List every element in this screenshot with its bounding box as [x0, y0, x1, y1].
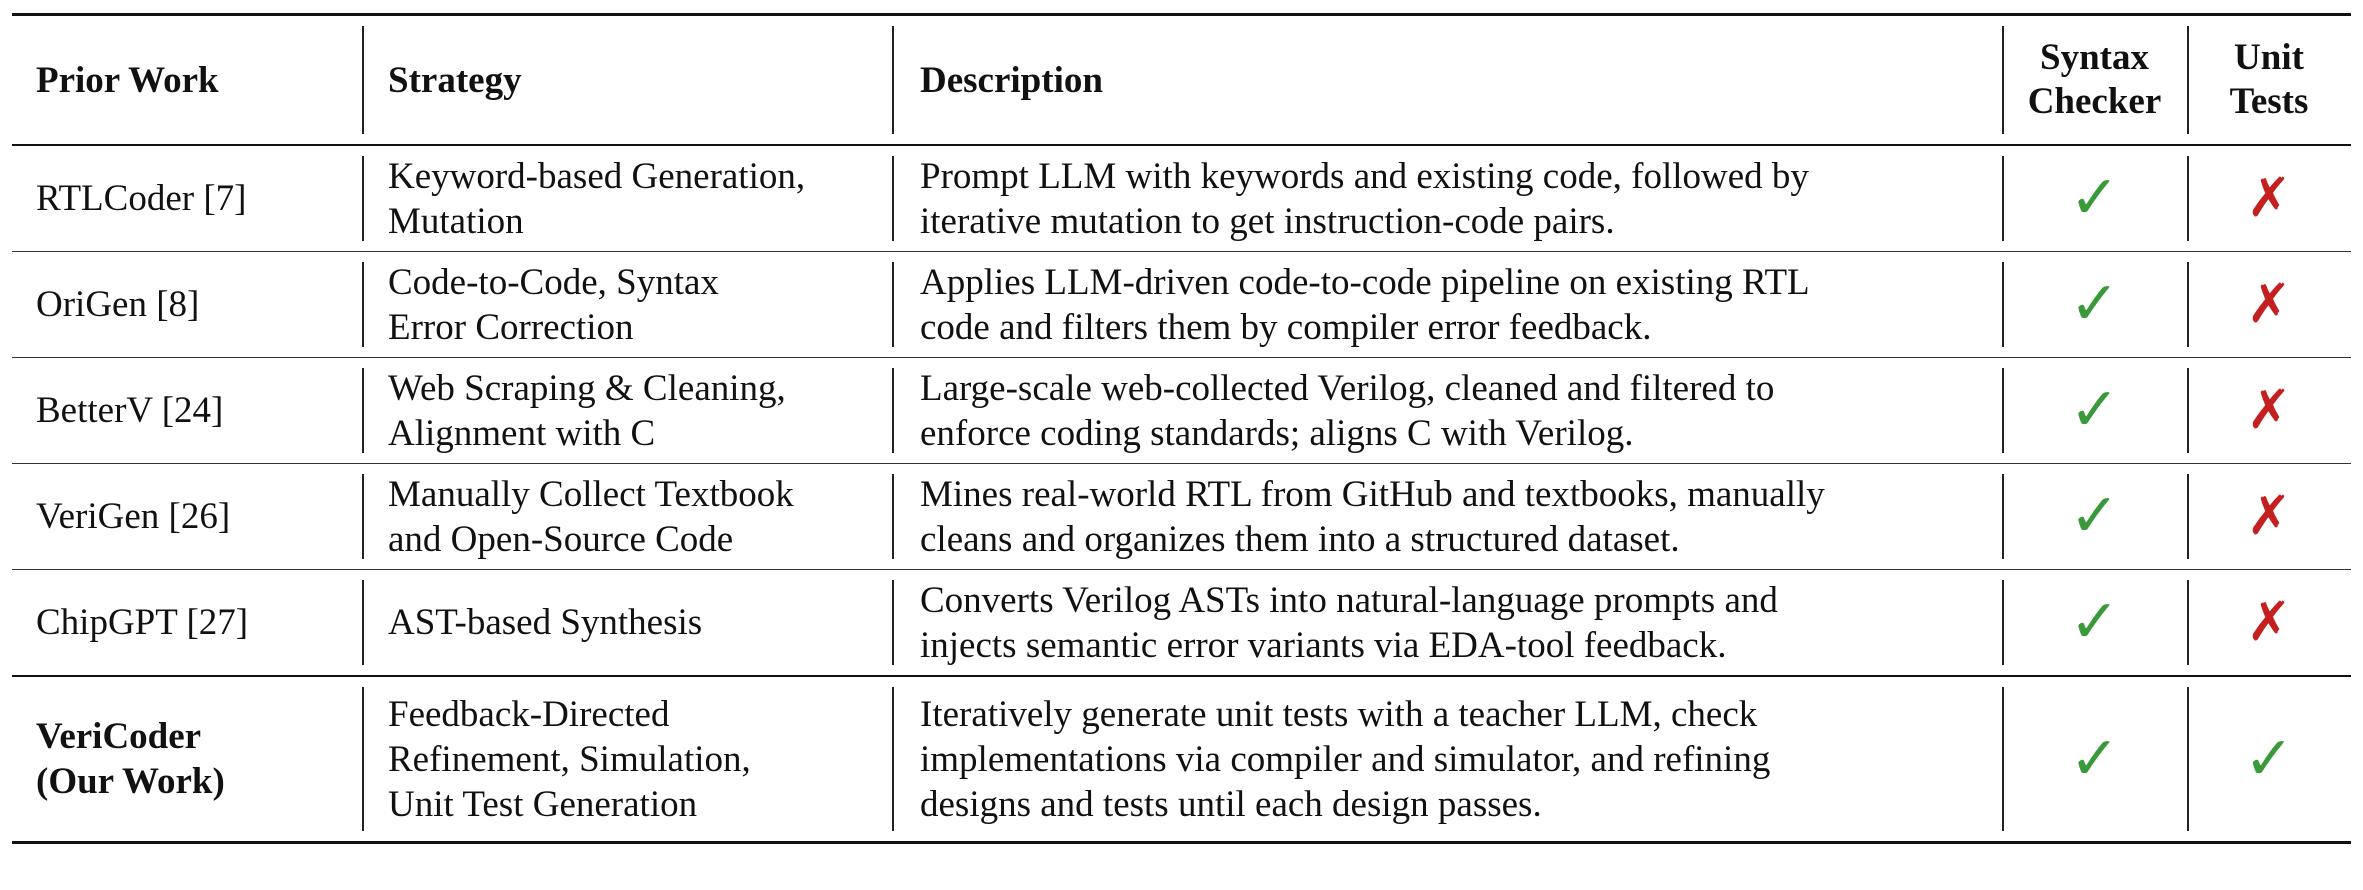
cell-unit-tests — [2187, 570, 2351, 676]
cell-unit-tests — [2187, 464, 2351, 570]
table-grid — [12, 16, 2351, 144]
cell-strategy: Keyword-based Generation, Mutation — [362, 146, 892, 252]
cell-strategy: Web Scraping & Cleaning, Alignment with C — [362, 358, 892, 464]
table-ours — [12, 677, 2351, 841]
cell-description: Converts Verilog ASTs into natural-language prompts and injects semantic error variants via EDA-tool feedback. — [892, 570, 2002, 676]
cell-syntax-checker — [2002, 464, 2187, 570]
table-row — [12, 358, 2351, 464]
check-icon: ✓ — [2243, 723, 2295, 794]
cell-unit-tests — [2187, 358, 2351, 464]
cell-prior-work: BetterV [24] — [12, 358, 362, 464]
check-icon: ✓ — [2069, 163, 2120, 233]
cell-prior-work: RTLCoder [7] — [36, 178, 247, 219]
cell-syntax-checker — [2002, 146, 2187, 252]
check-icon: ✓ — [2069, 481, 2120, 551]
cell-syntax-checker — [2002, 677, 2187, 841]
check-icon: ✓ — [2069, 723, 2120, 794]
cell-prior-work: OriGen [8] — [12, 252, 362, 358]
cell-strategy: AST-based Synthesis — [362, 570, 892, 676]
cell-description: Prompt LLM with keywords and existing code, followed by iterative mutation to get instruction-code pairs. — [892, 146, 2002, 252]
cell-unit-tests — [2187, 252, 2351, 358]
header-description: Description — [892, 16, 2002, 144]
cell-prior-work: VeriGen [26] — [12, 464, 362, 570]
cell-unit-tests — [2187, 146, 2351, 252]
table-body — [12, 146, 2351, 675]
cell-unit-tests — [2187, 677, 2351, 841]
cell-prior-work: ChipGPT [27] — [12, 570, 362, 676]
header-syntax-checker: Syntax Checker — [2002, 16, 2187, 144]
header-prior-work: Prior Work — [36, 59, 219, 101]
cross-icon: ✗ — [2246, 271, 2292, 335]
cell-syntax-checker — [2002, 358, 2187, 464]
bottom-rule — [12, 841, 2351, 844]
table-row-ours — [12, 677, 2351, 841]
cell-syntax-checker — [2002, 570, 2187, 676]
table-row — [12, 570, 2351, 676]
comparison-table — [12, 13, 2351, 844]
cross-icon: ✗ — [2246, 589, 2292, 653]
cell-strategy: Code-to-Code, Syntax Error Correction — [362, 252, 892, 358]
cell-description: Iteratively generate unit tests with a teacher LLM, check implementations via compiler and simulator, and refining designs and tests until each design passes. — [892, 677, 2002, 841]
cell-description: Mines real-world RTL from GitHub and textbooks, manually cleans and organizes them into a structured dataset. — [892, 464, 2002, 570]
header-strategy: Strategy — [362, 16, 892, 144]
cell-prior-work: VeriCoder (Our Work) — [36, 716, 225, 802]
cell-syntax-checker — [2002, 252, 2187, 358]
cross-icon: ✗ — [2246, 377, 2292, 441]
header-unit-tests: Unit Tests — [2187, 16, 2351, 144]
table-row — [12, 146, 2351, 252]
cell-description: Applies LLM-driven code-to-code pipeline on existing RTL code and filters them by compiler error feedback. — [892, 252, 2002, 358]
cross-icon: ✗ — [2246, 483, 2292, 547]
cell-strategy: Feedback-Directed Refinement, Simulation, Unit Test Generation — [362, 677, 892, 841]
table-row — [12, 464, 2351, 570]
table-row — [12, 252, 2351, 358]
check-icon: ✓ — [2069, 269, 2120, 339]
check-icon: ✓ — [2069, 587, 2120, 657]
header-row — [12, 16, 2351, 144]
cell-description: Large-scale web-collected Verilog, cleaned and filtered to enforce coding standards; aligns C with Verilog. — [892, 358, 2002, 464]
cross-icon: ✗ — [2246, 165, 2292, 229]
check-icon: ✓ — [2069, 375, 2120, 445]
cell-strategy: Manually Collect Textbook and Open-Source Code — [362, 464, 892, 570]
